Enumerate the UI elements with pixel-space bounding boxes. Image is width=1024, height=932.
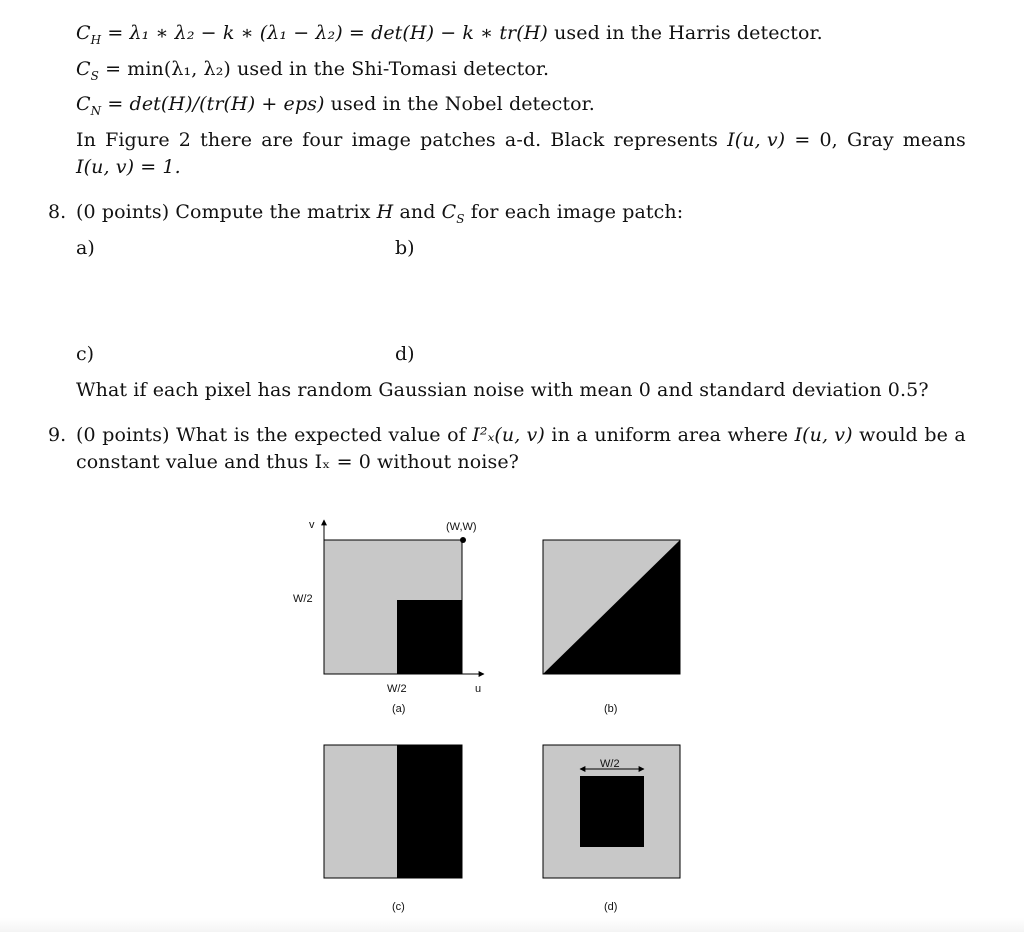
tick-x-label: W/2 bbox=[387, 683, 407, 695]
corner-label: (W,W) bbox=[446, 521, 477, 533]
word: area bbox=[677, 424, 722, 446]
word: (0 bbox=[76, 424, 96, 446]
q8-text-a: (0 points) Compute the matrix bbox=[76, 201, 371, 223]
u-axis-label: u bbox=[475, 683, 482, 695]
word: Black bbox=[550, 129, 605, 151]
word: points) bbox=[102, 424, 170, 446]
word: Gray bbox=[846, 129, 894, 151]
caption-a: (a) bbox=[392, 703, 406, 715]
word: Figure bbox=[105, 129, 170, 151]
word: represents bbox=[613, 129, 718, 151]
part-c-label: c) bbox=[76, 343, 95, 365]
corner-point bbox=[460, 537, 466, 543]
word: there bbox=[200, 129, 253, 151]
word: would bbox=[859, 424, 918, 446]
word: In bbox=[76, 129, 96, 151]
word: a bbox=[954, 424, 966, 446]
word: of bbox=[447, 424, 466, 446]
part-d-label: d) bbox=[395, 343, 415, 365]
caption-d: (d) bbox=[604, 901, 618, 913]
shi-desc: used in the Shi-Tomasi detector. bbox=[237, 58, 550, 80]
shi-expr: = min(λ₁, λ₂) bbox=[105, 58, 231, 80]
tick-y-label: W/2 bbox=[293, 593, 313, 605]
caption-b: (b) bbox=[604, 703, 618, 715]
nobel-lhs: C bbox=[76, 93, 91, 115]
nobel-desc: used in the Nobel detector. bbox=[330, 93, 595, 115]
patch-c bbox=[324, 745, 462, 913]
q8-text-c: for each image patch: bbox=[470, 201, 684, 223]
math-word: I(u, v) bbox=[794, 424, 853, 446]
harris-lhs: C bbox=[76, 22, 91, 44]
patch-a-black bbox=[397, 600, 462, 674]
math-word: I(u, v) bbox=[727, 129, 786, 151]
patch-b bbox=[543, 540, 680, 715]
word: in bbox=[551, 424, 570, 446]
word: means bbox=[902, 129, 966, 151]
width-label-d: W/2 bbox=[600, 758, 620, 770]
word: the bbox=[256, 424, 288, 446]
word: 0, bbox=[819, 129, 838, 151]
word: image bbox=[351, 129, 411, 151]
word: be bbox=[924, 424, 948, 446]
word: 2 bbox=[178, 129, 191, 151]
q9-line-2: constant value and thus Iₓ = 0 without noise? bbox=[76, 451, 519, 473]
q8-var-cs-sub: S bbox=[456, 211, 465, 226]
shi-lhs-sub: S bbox=[90, 68, 99, 83]
q8-var-h: H bbox=[376, 201, 394, 223]
part-a-label: a) bbox=[76, 237, 95, 259]
word: = bbox=[794, 129, 811, 151]
q8-var-cs: C bbox=[441, 201, 457, 223]
nobel-lhs-sub: N bbox=[90, 103, 102, 118]
bottom-edge bbox=[0, 918, 1024, 932]
q8-text-b: and bbox=[399, 201, 436, 223]
caption-c: (c) bbox=[392, 901, 405, 913]
harris-expr: = λ₁ ∗ λ₂ − k ∗ (λ₁ − λ₂) = det(H) − k ∗ tr(H) bbox=[107, 22, 548, 44]
word: four bbox=[302, 129, 343, 151]
word: is bbox=[233, 424, 250, 446]
math-word: I²ₓ(u, v) bbox=[472, 424, 545, 446]
harris-desc: used in the Harris detector. bbox=[554, 22, 823, 44]
shi-lhs: C bbox=[76, 58, 91, 80]
word: patches bbox=[420, 129, 496, 151]
word: expected bbox=[294, 424, 382, 446]
q9-number: 9. bbox=[48, 424, 67, 446]
intro-line-2: I(u, v) = 1. bbox=[76, 156, 181, 178]
patch-d bbox=[543, 745, 680, 913]
word: uniform bbox=[594, 424, 672, 446]
nobel-expr: = det(H)/(tr(H) + eps) bbox=[107, 93, 325, 115]
patch-c-black bbox=[397, 745, 462, 878]
word: What bbox=[176, 424, 228, 446]
word: where bbox=[727, 424, 789, 446]
word: value bbox=[388, 424, 441, 446]
q8-number: 8. bbox=[48, 201, 67, 223]
word: a bbox=[576, 424, 588, 446]
patch-a bbox=[293, 519, 484, 715]
word: are bbox=[261, 129, 294, 151]
word: a-d. bbox=[504, 129, 542, 151]
v-axis-label: v bbox=[309, 519, 315, 531]
part-b-label: b) bbox=[395, 237, 415, 259]
harris-lhs-sub: H bbox=[90, 32, 102, 47]
patch-d-black bbox=[580, 776, 644, 847]
noise-question: What if each pixel has random Gaussian noise with mean 0 and standard deviation 0.5? bbox=[76, 379, 929, 401]
